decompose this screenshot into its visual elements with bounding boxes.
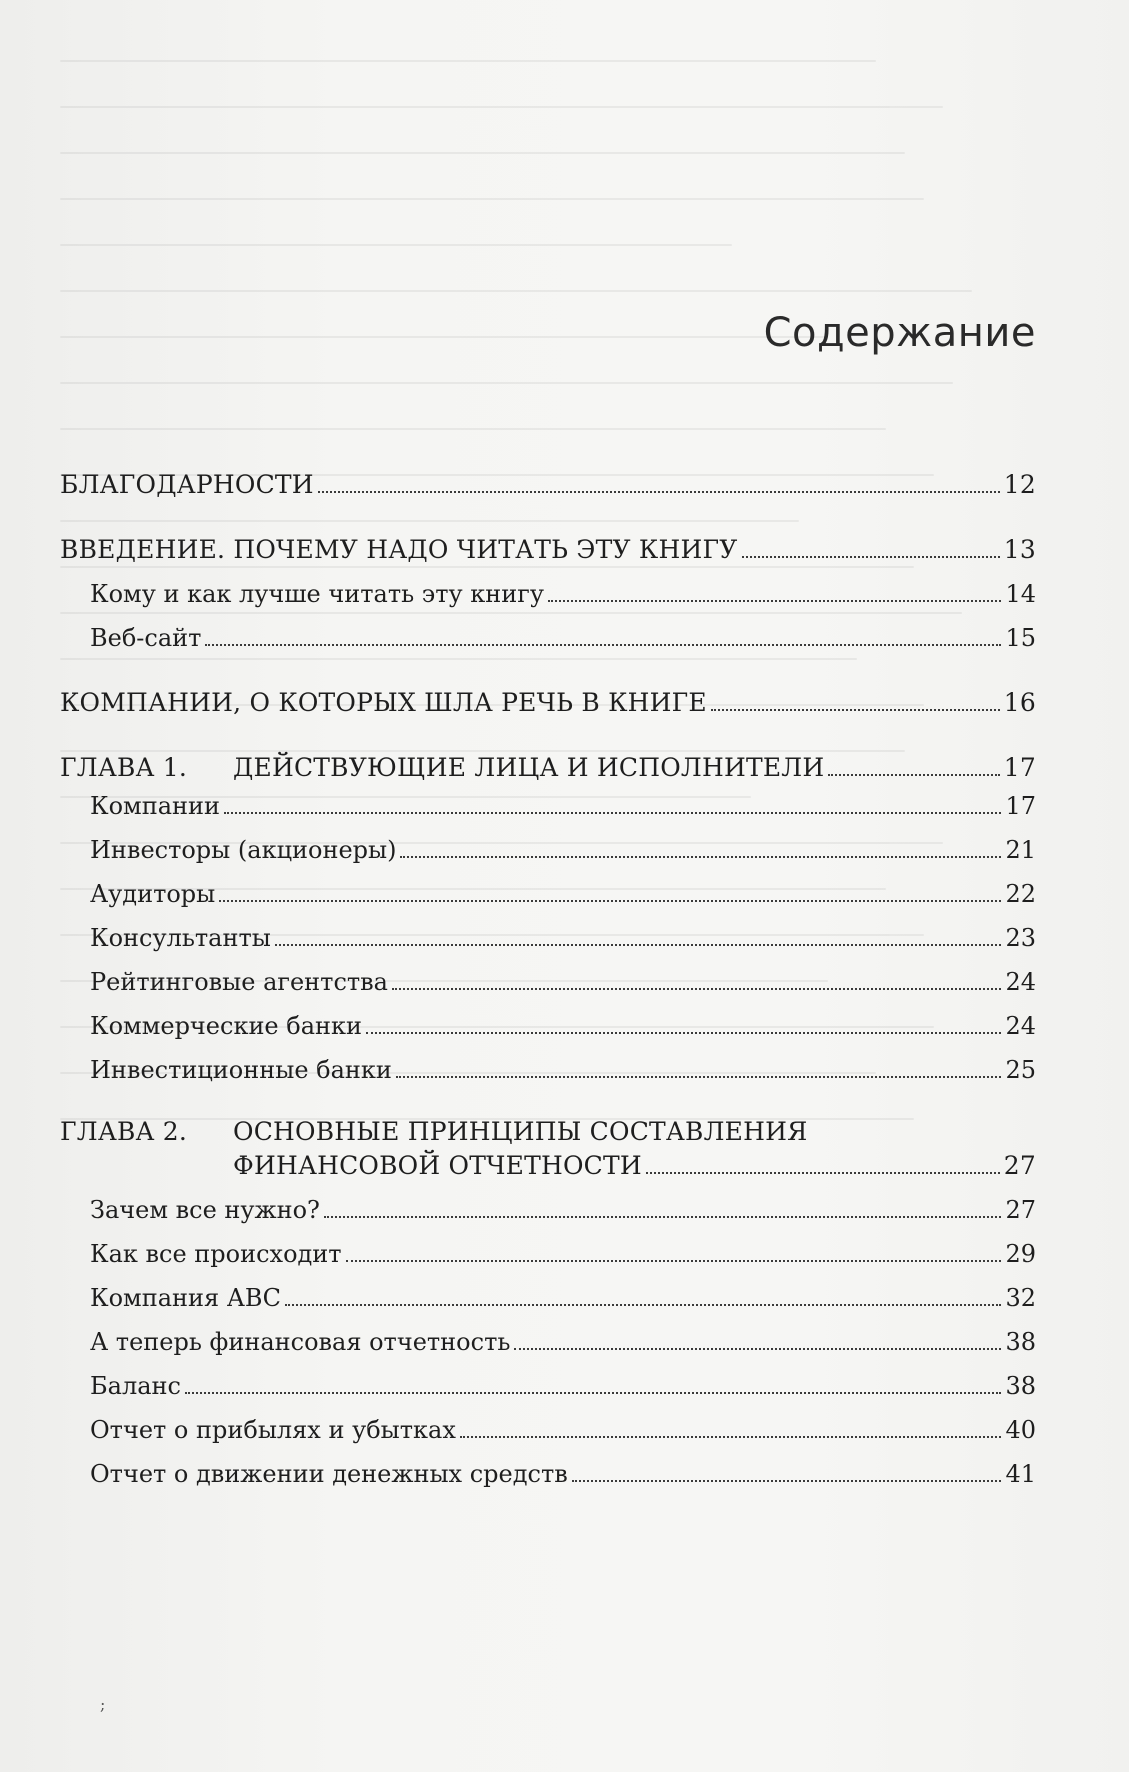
toc-entry-page: 25 [1005,1056,1036,1084]
toc-entry-companies [60,686,1036,720]
dot-leader [514,1348,1001,1350]
toc-entry-page: 15 [1005,624,1036,652]
toc-subentry [60,833,1036,867]
toc-entry-page: 17 [1003,753,1036,782]
toc-entry-label: Коммерческие банки [90,1012,363,1040]
dot-leader [646,1172,1000,1174]
toc-entry-page: 12 [1003,470,1036,499]
toc-subentry [60,1369,1036,1403]
toc-entry-label: БЛАГОДАРНОСТИ [60,470,314,499]
toc-subentry [60,965,1036,999]
toc-subentry [60,1009,1036,1043]
toc-entry-page: 24 [1005,968,1036,996]
toc-entry-page: 27 [1005,1196,1036,1224]
dot-leader [324,1216,1002,1218]
toc-entry-page: 38 [1005,1372,1036,1400]
toc-entry-page: 22 [1005,880,1036,908]
toc-entry-page: 14 [1005,580,1036,608]
toc-subentry [60,621,1036,655]
toc-entry-label: Инвесторы (акционеры) [90,836,397,864]
dot-leader [572,1480,1002,1482]
toc-subentry [60,1281,1036,1315]
toc-entry-label: Инвестиционные банки [90,1056,392,1084]
dot-leader [548,600,1001,602]
dot-leader [400,856,1001,858]
toc-entry-label: Как все происходит [90,1240,342,1268]
dot-leader [185,1392,1002,1394]
toc-entry-page: 27 [1003,1151,1036,1180]
toc-entry-chapter-2 [60,1115,1036,1183]
toc-subentry [60,877,1036,911]
dot-leader [392,988,1001,990]
dot-leader [285,1304,1002,1306]
toc-entry-page: 41 [1005,1460,1036,1488]
dot-leader [828,774,999,776]
toc-entry-acknowledgements [60,468,1036,502]
toc-entry-label: Кому и как лучше читать эту книгу [90,580,544,608]
toc-subentry [60,1325,1036,1359]
chapter-number: ГЛАВА 2. [60,1117,188,1146]
toc-entry-page: 38 [1005,1328,1036,1356]
dot-leader [224,812,1001,814]
toc-entry-introduction [60,533,1036,567]
toc-entry-label: Баланс [90,1372,181,1400]
toc-subentry [60,1457,1036,1491]
print-mark: ; [100,1695,106,1714]
chapter-title: ДЕЙСТВУЮЩИЕ ЛИЦА И ИСПОЛНИТЕЛИ [233,753,825,782]
chapter-title-line-1: ОСНОВНЫЕ ПРИНЦИПЫ СОСТАВЛЕНИЯ [233,1117,808,1146]
toc-entry-page: 29 [1005,1240,1036,1268]
toc-entry-label: Рейтинговые агентства [90,968,388,996]
toc-entry-label: Консультанты [90,924,271,952]
toc-entry-page: 40 [1005,1416,1036,1444]
table-of-contents [60,468,1036,1491]
toc-subentry [60,1413,1036,1447]
dot-leader [742,556,1000,558]
chapter-title-line-2: ФИНАНСОВОЙ ОТЧЕТНОСТИ [233,1151,642,1180]
toc-subentry [60,1053,1036,1087]
toc-entry-label: Зачем все нужно? [90,1196,320,1224]
chapter-number: ГЛАВА 1. [60,753,188,782]
toc-entry-page: 24 [1005,1012,1036,1040]
toc-subentry [60,789,1036,823]
toc-subentry [60,921,1036,955]
toc-entry-page: 23 [1005,924,1036,952]
toc-entry-label: А теперь финансовая отчетность [90,1328,511,1356]
toc-entry-page: 13 [1003,535,1036,564]
toc-entry-label: Компания АВС [90,1284,281,1312]
toc-entry-page: 21 [1005,836,1036,864]
toc-entry-label: КОМПАНИИ, О КОТОРЫХ ШЛА РЕЧЬ В КНИГЕ [60,688,707,717]
dot-leader [366,1032,1001,1034]
dot-leader [219,900,1001,902]
dot-leader [318,491,1000,493]
dot-leader [396,1076,1002,1078]
page-title: Содержание [763,310,1036,356]
toc-entry-label: Аудиторы [90,880,216,908]
toc-subentry [60,1193,1036,1227]
toc-subentry [60,577,1036,611]
toc-entry-label: Отчет о прибылях и убытках [90,1416,456,1444]
dot-leader [205,644,1001,646]
dot-leader [275,944,1002,946]
toc-entry-page: 32 [1005,1284,1036,1312]
toc-entry-label: Веб-сайт [90,624,202,652]
toc-subentry [60,1237,1036,1271]
dot-leader [460,1436,1002,1438]
toc-entry-chapter-1 [60,751,1036,785]
dot-leader [711,709,1000,711]
toc-entry-label: Компании [90,792,220,820]
toc-entry-page: 17 [1005,792,1036,820]
toc-entry-label: Отчет о движении денежных средств [90,1460,568,1488]
toc-entry-label: ВВЕДЕНИЕ. ПОЧЕМУ НАДО ЧИТАТЬ ЭТУ КНИГУ [60,535,738,564]
toc-entry-page: 16 [1003,688,1036,717]
dot-leader [346,1260,1002,1262]
